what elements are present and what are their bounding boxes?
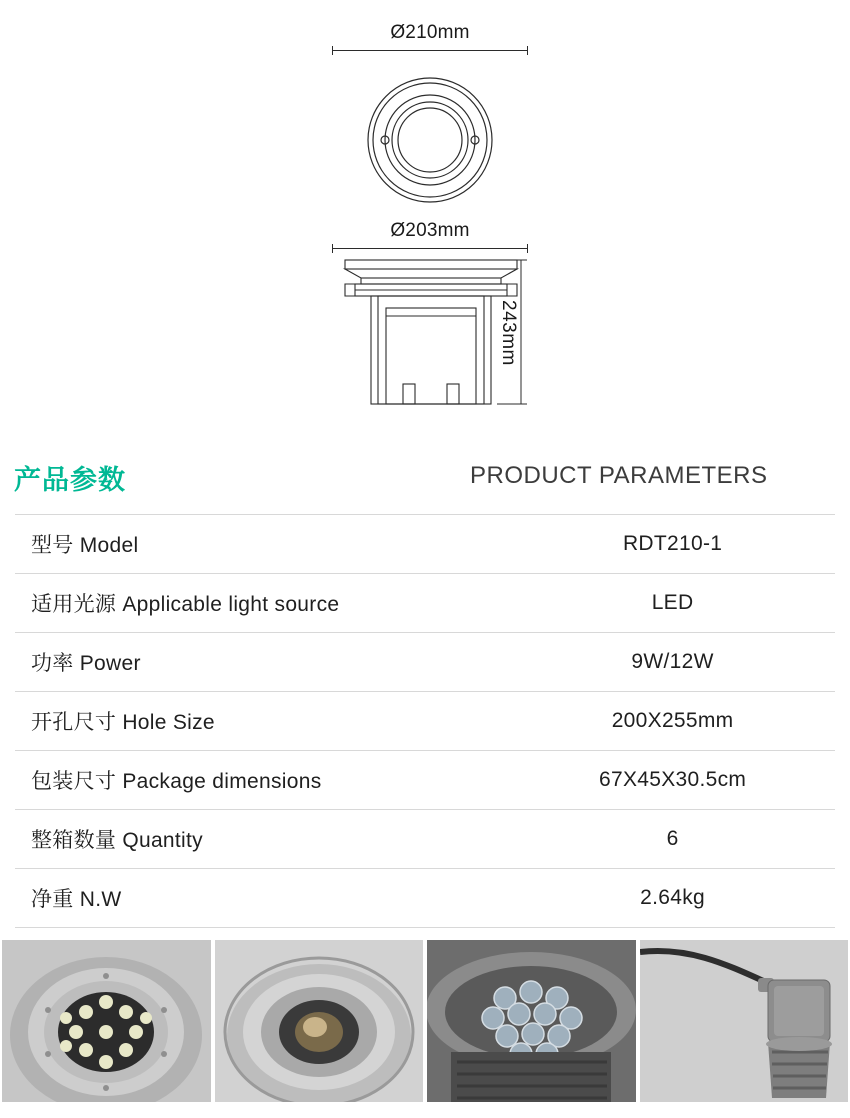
- param-label: 型号 Model: [31, 534, 139, 557]
- photo-led-face-top: [2, 940, 211, 1102]
- technical-drawing: [0, 0, 850, 440]
- param-label: 适用光源 Applicable light source: [31, 593, 340, 616]
- height-dimension-label: 243mm: [498, 300, 519, 366]
- side-view-dimension-label: Ø203mm: [390, 220, 470, 241]
- table-row: [15, 869, 835, 928]
- table-row: [15, 692, 835, 751]
- param-value: LED: [651, 591, 694, 614]
- top-view-dimension-label: Ø210mm: [390, 22, 470, 43]
- top-view-dimension-group: [330, 22, 530, 51]
- table-row: [15, 751, 835, 810]
- param-label: 开孔尺寸 Hole Size: [31, 711, 215, 734]
- photo-housing-with-cable: [640, 940, 849, 1102]
- param-value: 67X45X30.5cm: [598, 768, 747, 791]
- table-row: [15, 515, 835, 574]
- photo-single-lens-angle: [215, 940, 424, 1102]
- photo-led-array-inside-graphic: [427, 940, 636, 1102]
- param-value: 6: [666, 827, 679, 850]
- side-view-dimension-group: [330, 220, 530, 249]
- photo-housing-with-cable-graphic: [640, 940, 849, 1102]
- photo-led-array-inside: [427, 940, 636, 1102]
- product-photo-strip: [0, 940, 850, 1102]
- side-view-dimension-line: [332, 248, 528, 249]
- param-value: 2.64kg: [640, 886, 706, 909]
- param-label: 包装尺寸 Package dimensions: [31, 770, 322, 793]
- table-row: [15, 574, 835, 633]
- photo-led-face-top-graphic: [2, 940, 211, 1102]
- parameters-title-en: PRODUCT PARAMETERS: [470, 462, 768, 489]
- top-view-dimension-line: [332, 50, 528, 51]
- top-view-diagram: [331, 72, 529, 208]
- param-value: 200X255mm: [611, 709, 734, 732]
- param-value: RDT210-1: [622, 532, 723, 555]
- parameters-title-cn: 产品参数: [14, 465, 126, 495]
- param-label: 整箱数量 Quantity: [31, 829, 203, 852]
- table-row: [15, 810, 835, 869]
- product-parameters-table: [15, 514, 835, 928]
- parameters-header: [0, 458, 850, 514]
- photo-single-lens-angle-graphic: [215, 940, 424, 1102]
- param-label: 净重 N.W: [31, 888, 122, 911]
- param-value: 9W/12W: [631, 650, 714, 673]
- table-row: [15, 633, 835, 692]
- param-label: 功率 Power: [31, 652, 141, 675]
